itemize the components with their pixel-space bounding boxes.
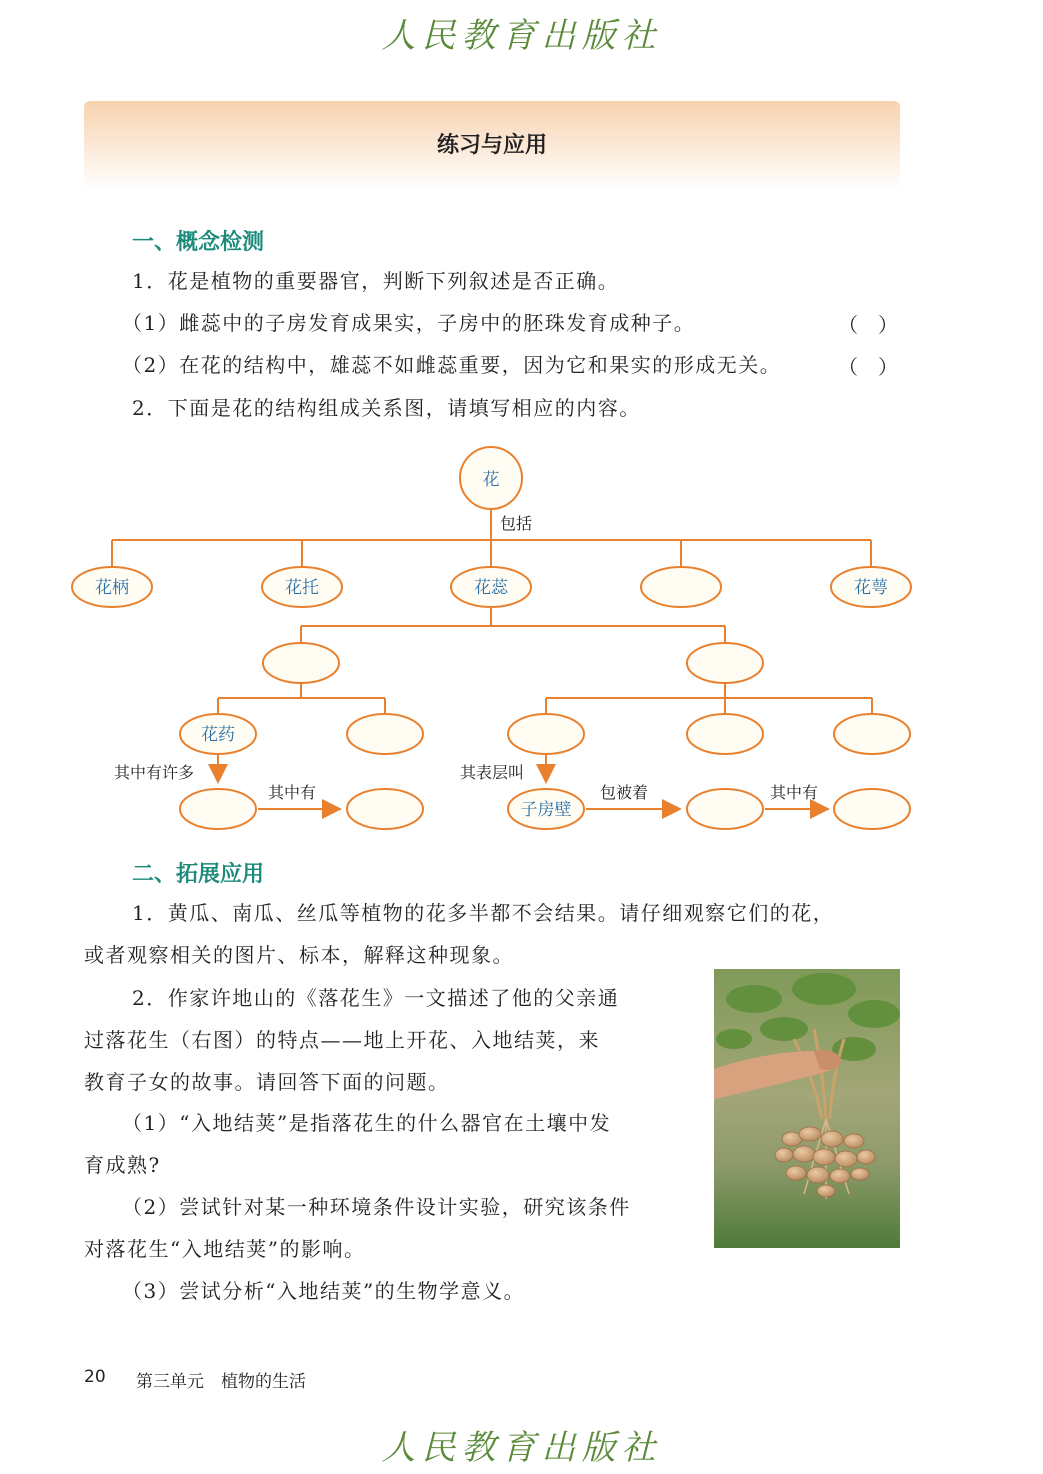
- question-2: 2．下面是花的结构组成关系图，请填写相应的内容。: [132, 396, 641, 420]
- node-flower-stalk: 花柄: [95, 578, 129, 598]
- answer-blank-2: （ ）: [838, 355, 898, 379]
- node-receptacle: 花托: [285, 578, 319, 598]
- subquestion-1-line2: 育成熟?: [84, 1153, 161, 1177]
- page-number: 20: [84, 1367, 106, 1387]
- paragraph-2-line1: 2．作家许地山的《落花生》一文描述了他的父亲通: [132, 986, 620, 1010]
- link-label-wraps: 包被着: [600, 783, 649, 802]
- subquestion-2-line1: （2）尝试针对某一种环境条件设计实验，研究该条件: [122, 1195, 631, 1219]
- node-anther: 花药: [201, 725, 235, 745]
- link-label-include: 包括: [500, 514, 533, 533]
- question-1-1: （1）雌蕊中的子房发育成果实，子房中的胚珠发育成种子。: [122, 311, 696, 335]
- answer-blank-1: （ ）: [838, 313, 898, 337]
- question-1: 1．花是植物的重要器官，判断下列叙述是否正确。: [132, 269, 620, 293]
- publisher-logo-bottom: 人民教育出版社: [381, 1428, 662, 1468]
- node-ovary-wall: 子房壁: [520, 800, 572, 820]
- subquestion-2-line2: 对落花生“入地结荚”的影响。: [84, 1237, 366, 1261]
- node-stamen-pistil: 花蕊: [474, 578, 508, 598]
- link-label-contains-left: 其中有: [268, 783, 317, 802]
- section1-heading: 一、概念检测: [132, 230, 265, 255]
- paragraph-1-line1: 1．黄瓜、南瓜、丝瓜等植物的花多半都不会结果。请仔细观察它们的花，: [132, 901, 835, 925]
- flower-structure-diagram: [0, 440, 1043, 850]
- link-label-contains-right: 其中有: [770, 783, 819, 802]
- unit-title: 第三单元 植物的生活: [136, 1372, 306, 1392]
- section2-heading: 二、拓展应用: [132, 862, 265, 887]
- paragraph-1-line2: 或者观察相关的图片、标本，解释这种现象。: [84, 943, 514, 967]
- publisher-logo: 人民教育出版社: [381, 16, 662, 56]
- question-1-2: （2）在花的结构中，雄蕊不如雌蕊重要，因为它和果实的形成无关。: [122, 353, 782, 377]
- subquestion-3: （3）尝试分析“入地结荚”的生物学意义。: [122, 1279, 526, 1303]
- paragraph-2-line3: 教育子女的故事。请回答下面的问题。: [84, 1070, 450, 1094]
- link-label-many: 其中有许多: [114, 763, 195, 782]
- peanut-plant-photo: [714, 969, 900, 1248]
- subquestion-1-line1: （1）“入地结荚”是指落花生的什么器官在土壤中发: [122, 1111, 612, 1135]
- node-root-label: 花: [482, 470, 500, 490]
- banner-title: 练习与应用: [436, 133, 547, 158]
- link-label-surface: 其表层叫: [460, 763, 525, 782]
- node-sepal: 花萼: [854, 578, 888, 598]
- paragraph-2-line2: 过落花生（右图）的特点——地上开花、入地结荚，来: [84, 1028, 600, 1052]
